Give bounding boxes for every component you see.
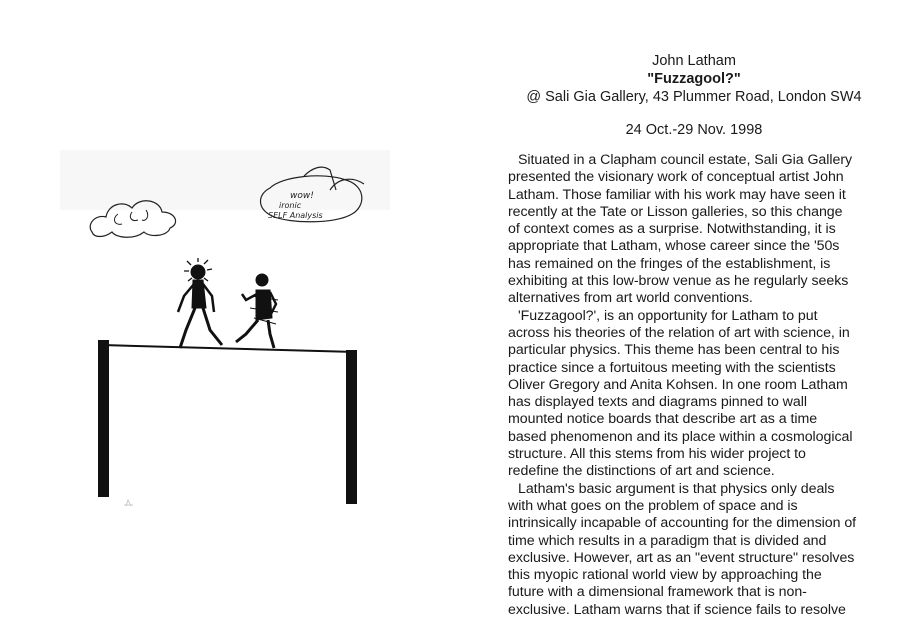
review-column <box>508 52 880 619</box>
paragraph-1: Situated in a Clapham council estate, Sali Gia Gallery presented the visionary work of conceptual artist John Latham. Those familiar with his work may have seen it recently at the Tate or Lisson galleries, so this change of context comes as a surprise. Notwithstanding, it is appropriate that Latham, whose career since the '50s has remained on the fringes of the establishment, is exhibiting at this low-brow venue as he regularly seeks alternatives from art world conventions. <box>508 152 853 307</box>
tightrope <box>102 345 356 352</box>
paragraph-2: 'Fuzzagool?', is an opportunity for Latham to put across his theories of the relation of art with science, in particular physics. This theme has been central to his practice since a fortuitous meeting with the scientists Oliver Gregory and Anita Kohsen. In one room Latham has displayed texts and diagrams pinned to wall mounted notice boards that describe art as a time based phenomenon and its place within a cosmological structure. All this stems from his wider project to redefine the distinctions of art and science. <box>508 307 853 480</box>
artist-name: John Latham <box>652 53 736 69</box>
right-post <box>346 350 357 504</box>
exhibition-title: "Fuzzagool?" <box>647 71 741 87</box>
paragraph-3: Latham's basic argument is that physics only deals with what goes on the problem of space and is intrinsically incapable of accounting for the dimension of time which results in a paradigm that is divided and exclusive. However, art as an "event structure" resolves this myopic rational world view by approaching the future with a dimensional framework that is non- exclusive. Latham warns that if science fails to resolve <box>508 480 857 618</box>
bubble-text-line-1: wow! <box>290 191 314 201</box>
bubble-text-line-2: ironic <box>279 201 302 210</box>
sky-smudge <box>60 150 390 210</box>
bubble-text-line-3: SELF Analysis <box>268 211 323 220</box>
venue-line: @ Sali Gia Gallery, 43 Plummer Road, London SW4 <box>526 89 862 105</box>
left-post <box>98 340 109 497</box>
pencil-mark <box>124 500 133 506</box>
stick-figure-right <box>236 274 278 348</box>
stick-figure-left <box>178 258 222 348</box>
exhibition-dates: 24 Oct.-29 Nov. 1998 <box>625 122 763 138</box>
